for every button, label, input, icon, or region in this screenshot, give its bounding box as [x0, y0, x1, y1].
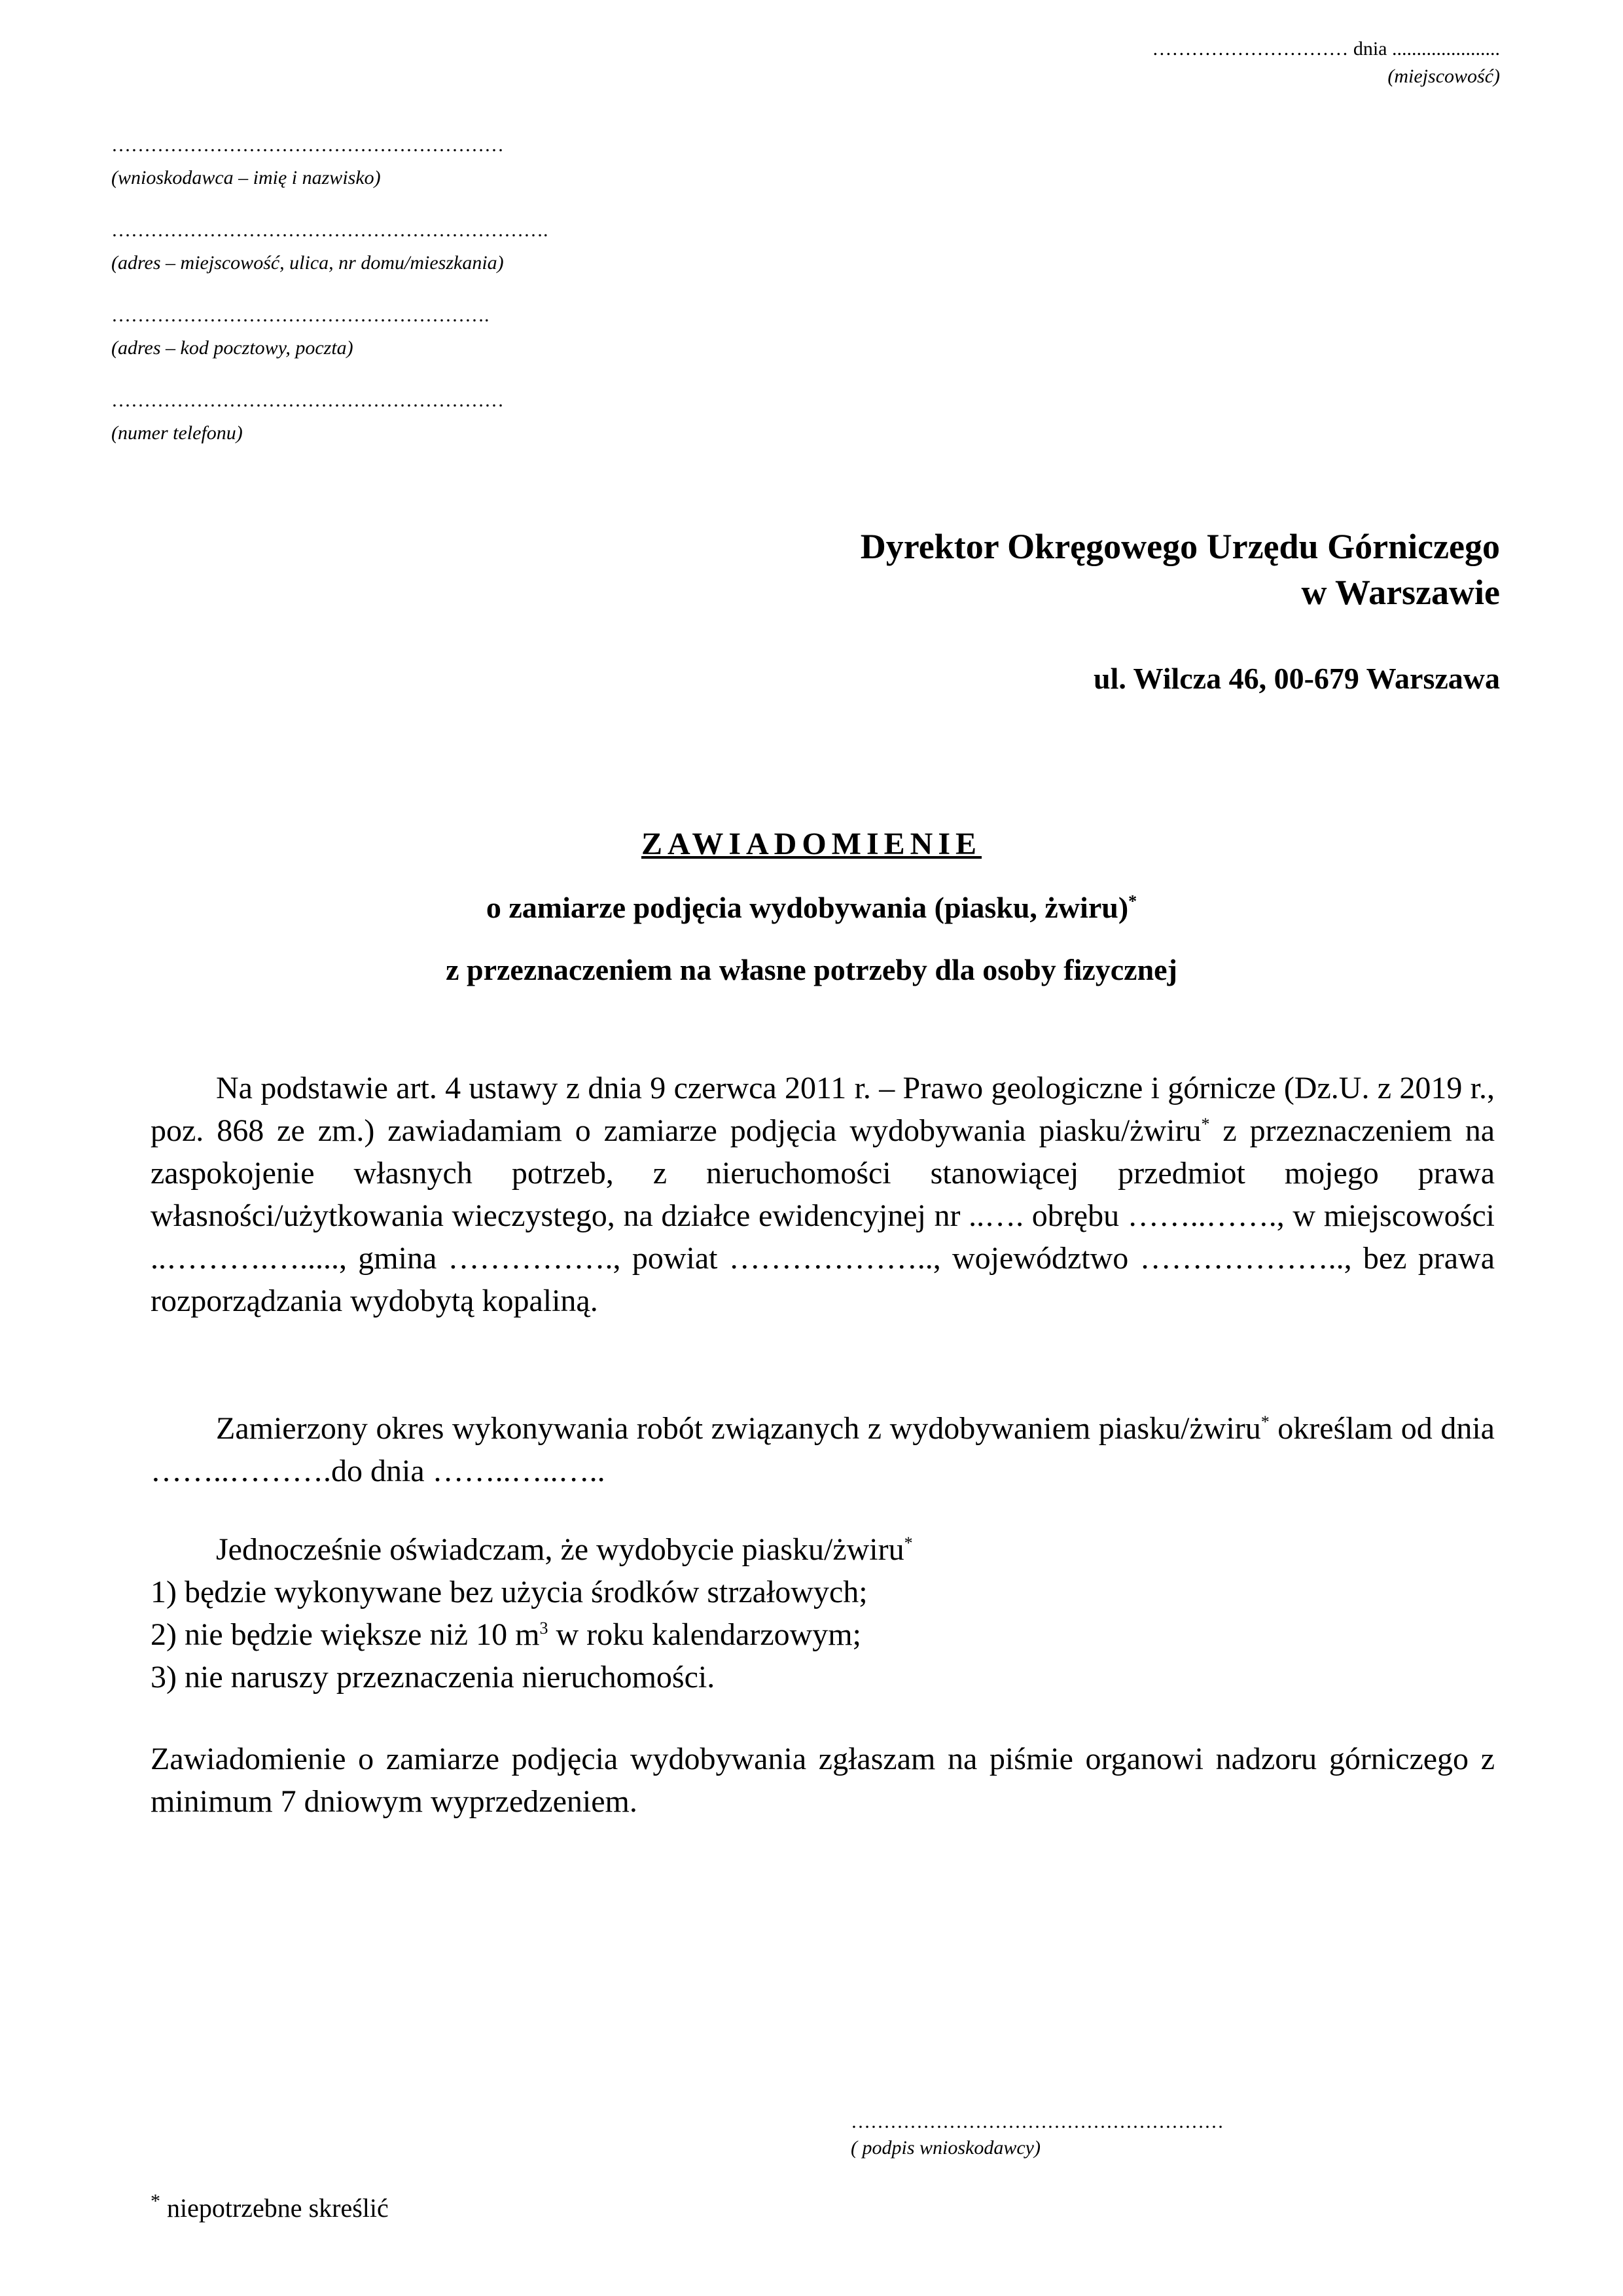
applicant-name-line: ……………………………………………………: [111, 134, 504, 156]
p1-asterisk: *: [1201, 1115, 1210, 1134]
declaration-list: [151, 1571, 1459, 1698]
list-item-2-text-b: w roku kalendarzowym;: [548, 1617, 861, 1652]
applicant-phone-line: ……………………………………………………: [111, 389, 504, 411]
subtitle-asterisk: *: [1128, 891, 1137, 911]
p1-text-b: z przeznaczeniem na zaspokojenie własnych potrzeb, z nieruchomości stanowiącej przedmiot mojego prawa własności/użytkowania wieczystego, na działce ewidencyjnej nr ..…. obrębu ……..……., w miejscowości ..……….…....., gmina ……………., powiat ……………….., województwo ……………….., bez prawa rozporządzania wydobytą kopaliną.: [151, 1113, 1495, 1318]
applicant-postal-caption: (adres – kod pocztowy, poczta): [111, 337, 353, 359]
applicant-postal-line: ………………………………………………….: [111, 304, 490, 326]
p2-text-a: Zamierzony okres wykonywania robót związanych z wydobywaniem piasku/żwiru: [216, 1411, 1261, 1446]
document-title: ZAWIADOMIENIE: [641, 827, 982, 861]
subtitle-1-text: o zamiarze podjęcia wydobywania (piasku, żwiru): [486, 891, 1129, 924]
paragraph-legal-basis: [151, 1067, 1495, 1322]
list-item: [151, 1613, 1459, 1656]
date-caption: (miejscowość): [1387, 65, 1500, 87]
addressee-line2: w Warszawie: [1301, 573, 1500, 612]
paragraph-notice: Zawiadomienie o zamiarze podjęcia wydobywania zgłaszam na piśmie organowi nadzoru górniczego z minimum 7 dniowym wyprzedzeniem.: [151, 1742, 1495, 1819]
p3-intro-text: Jednocześnie oświadczam, że wydobycie piasku/żwiru: [216, 1532, 904, 1567]
addressee-line1: Dyrektor Okręgowego Urzędu Górniczego: [860, 527, 1500, 566]
footnote: [151, 2190, 389, 2223]
addressee: [861, 524, 1500, 615]
list-item: 3) nie naruszy przeznaczenia nieruchomości.: [151, 1660, 715, 1695]
addressee-address: ul. Wilcza 46, 00-679 Warszawa: [1094, 662, 1500, 695]
document-subtitle-1: [0, 890, 1623, 925]
cubic-superscript: 3: [539, 1619, 548, 1638]
signature-caption: ( podpis wnioskodawcy): [851, 2137, 1041, 2159]
paragraph-period: [151, 1407, 1495, 1492]
applicant-address-line: ………………………………………………………….: [111, 219, 548, 241]
signature-line: …………………………………………………: [851, 2111, 1224, 2132]
date-line: ………………………… dnia ......................: [1152, 38, 1500, 60]
paragraph-declaration-intro: [216, 1528, 1459, 1571]
list-item-2-text-a: 2) nie będzie większe niż 10 m: [151, 1617, 540, 1652]
applicant-name-caption: (wnioskodawca – imię i nazwisko): [111, 167, 381, 188]
p1-text-a: Na podstawie art. 4 ustawy z dnia 9 czerwca 2011 r. – Prawo geologiczne i górnicze (Dz.U. z 2019 r., poz. 868 ze zm.) zawiadamiam o zamiarze podjęcia wydobywania piasku/żwiru: [151, 1071, 1495, 1148]
applicant-address-caption: (adres – miejscowość, ulica, nr domu/mieszkania): [111, 252, 504, 274]
footnote-text: niepotrzebne skreślić: [160, 2193, 389, 2223]
list-item: 1) będzie wykonywane bez użycia środków strzałowych;: [151, 1575, 868, 1609]
p3-asterisk: *: [904, 1534, 913, 1552]
applicant-phone-caption: (numer telefonu): [111, 422, 243, 444]
p2-asterisk: *: [1260, 1412, 1270, 1431]
footnote-mark: *: [151, 2190, 160, 2212]
p2-text-b: określam od dnia ……..……….do dnia ……..…..…..: [151, 1411, 1495, 1488]
document-subtitle-2: z przeznaczeniem na własne potrzeby dla osoby fizycznej: [446, 953, 1177, 986]
